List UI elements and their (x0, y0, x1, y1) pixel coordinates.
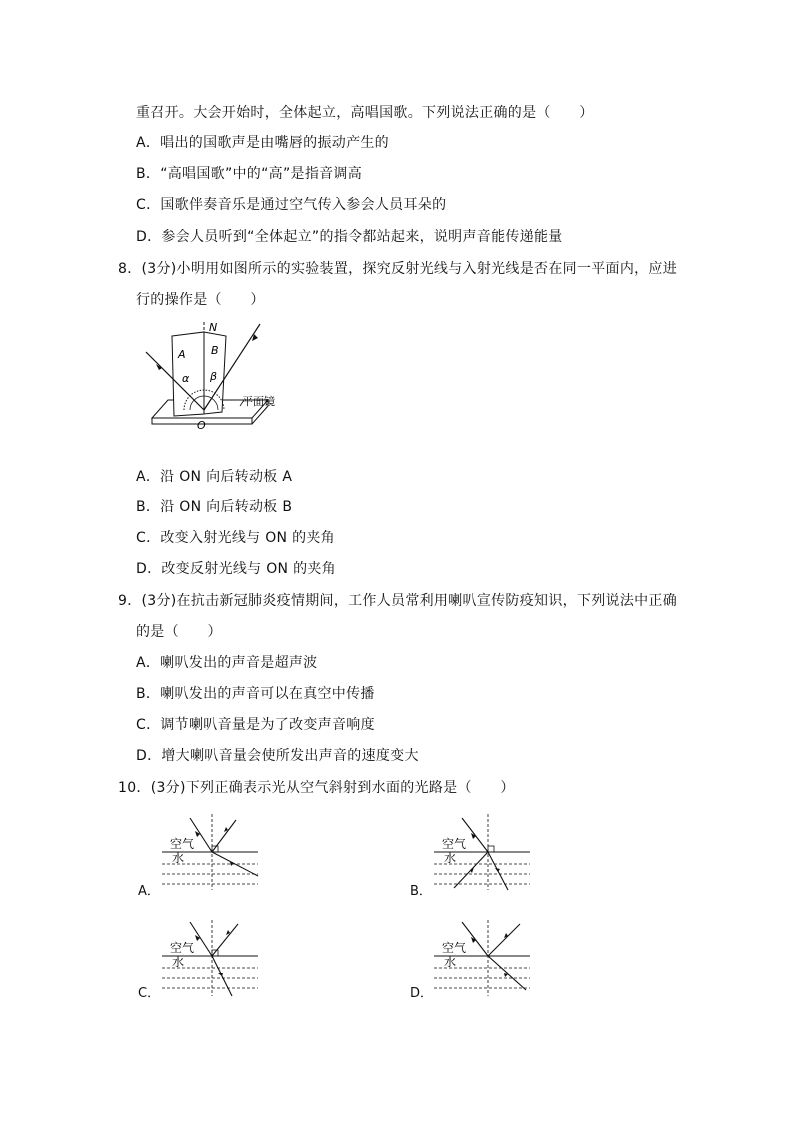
q10-option-a: A． (138, 884, 160, 899)
q8-reflection-figure (140, 318, 300, 438)
q8-option-a: A．沿 ON 向后转动板 A (136, 469, 293, 485)
q10-option-c: C． (138, 986, 161, 1001)
q8-stem-line1: 8．(3分)小明用如图所示的实验装置，探究反射光线与入射光线是否在同一平面内，应进 (118, 261, 678, 277)
q8-option-b: B．沿 ON 向后转动板 B (136, 499, 293, 515)
q10-option-d: D． (410, 986, 434, 1001)
q7-option-c: C．国歌伴奏音乐是通过空气传入参会人员耳朵的 (136, 197, 447, 213)
q8-stem-line2: 行的操作是（ ） (136, 292, 265, 308)
q8-label-beta: β (210, 370, 218, 383)
q10-diagram-a (160, 812, 270, 892)
q8-label-n: N (209, 321, 218, 334)
q8-label-b: B (211, 344, 219, 357)
q10-d-label-water: 水 (444, 955, 457, 969)
q9-stem-line1: 9．(3分)在抗击新冠肺炎疫情期间，工作人员常利用喇叭宣传防疫知识，下列说法中正确 (118, 593, 678, 609)
q7-option-a: A．唱出的国歌声是由嘴唇的振动产生的 (136, 135, 389, 151)
q10-diagram-d (432, 918, 542, 998)
q10-b-label-water: 水 (444, 851, 457, 865)
q8-label-mirror: 平面镜 (242, 395, 275, 408)
q7-stem-continued: 重召开。大会开始时，全体起立，高唱国歌。下列说法正确的是（ ） (136, 105, 594, 121)
q9-option-c: C．调节喇叭音量是为了改变声音响度 (136, 717, 375, 733)
q10-option-b: B． (410, 884, 432, 899)
q10-b-label-air: 空气 (442, 837, 467, 851)
q9-option-a: A．喇叭发出的声音是超声波 (136, 655, 318, 671)
q10-diagram-b (432, 812, 542, 892)
q10-a-label-air: 空气 (170, 837, 195, 851)
q9-stem-line2: 的是（ ） (136, 624, 222, 640)
q10-c-label-air: 空气 (170, 941, 195, 955)
q8-option-c: C．改变入射光线与 ON 的夹角 (136, 530, 335, 546)
q8-label-a: A (178, 348, 186, 361)
q7-option-d: D．参会人员听到“全体起立”的指令都站起来，说明声音能传递能量 (136, 229, 563, 245)
q7-option-b: B．“高唱国歌”中的“高”是指音调高 (136, 166, 363, 182)
q10-stem: 10．(3分)下列正确表示光从空气斜射到水面的光路是（ ） (118, 780, 515, 796)
q10-d-label-air: 空气 (442, 941, 467, 955)
q8-label-o: O (197, 419, 206, 432)
q8-option-d: D．改变反射光线与 ON 的夹角 (136, 561, 336, 577)
q10-diagram-c (160, 918, 270, 998)
q10-c-label-water: 水 (172, 955, 185, 969)
q9-option-b: B．喇叭发出的声音可以在真空中传播 (136, 686, 375, 702)
q9-option-d: D．增大喇叭音量会使所发出声音的速度变大 (136, 748, 419, 764)
q10-a-label-water: 水 (172, 851, 185, 865)
q8-label-alpha: α (182, 372, 190, 385)
